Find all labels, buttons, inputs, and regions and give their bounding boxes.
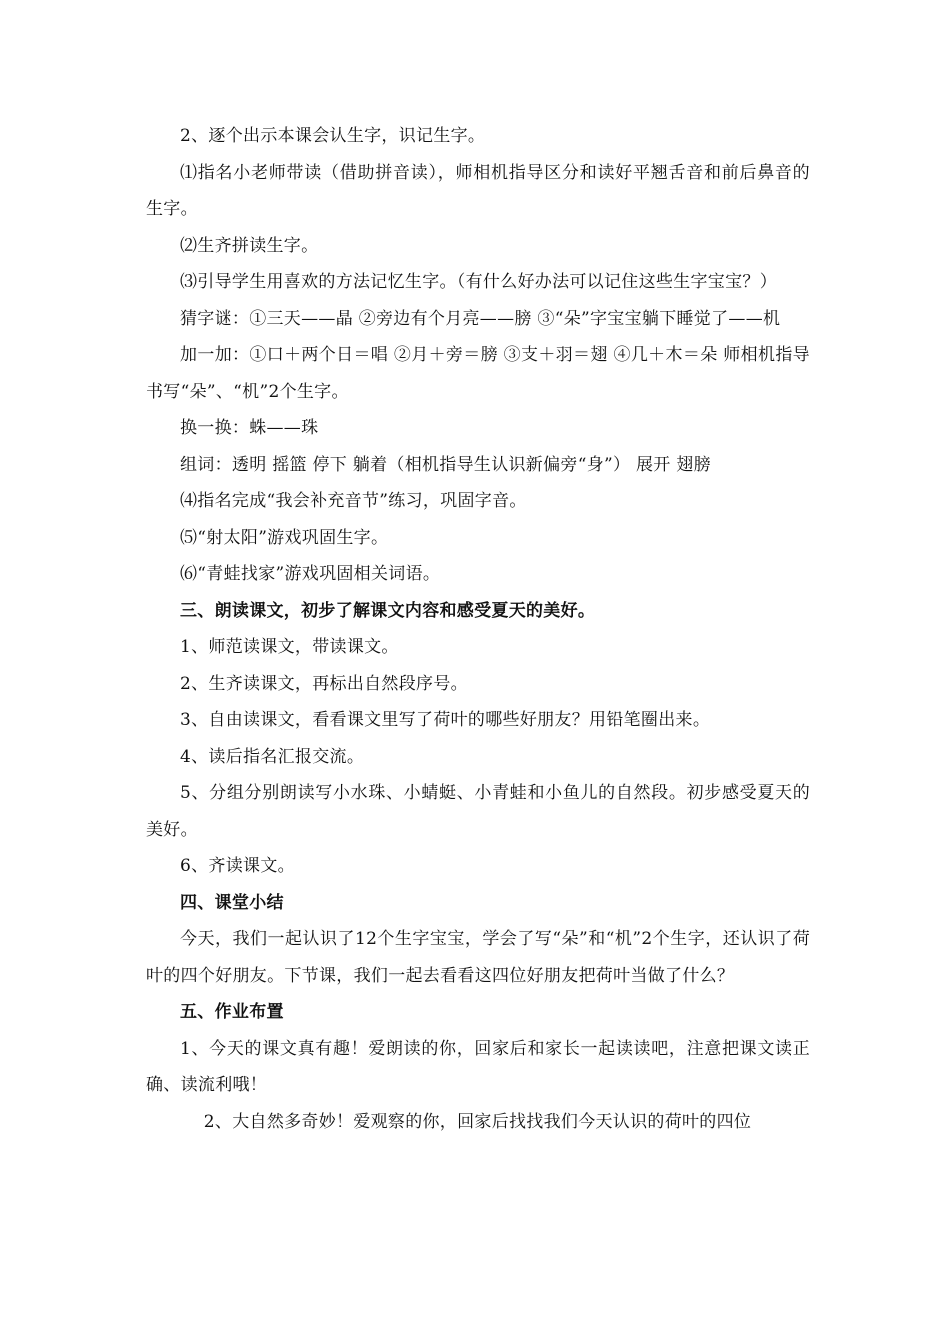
section-heading: 三、朗读课文，初步了解课文内容和感受夏天的美好。 [180,600,596,621]
paragraph: ⑵生齐拼读生字。 [180,235,319,256]
paragraph: 组词：透明 摇篮 停下 躺着（相机指导生认识新偏旁“身”） 展开 翅膀 [180,454,711,475]
paragraph: 2、大自然多奇妙！爱观察的你，回家后找找我们今天认识的荷叶的四位 [203,1111,752,1132]
paragraph: 6、齐读课文。 [180,856,295,876]
paragraph: 今天，我们一起认识了12个生字宝宝，学会了写“朵”和“机”2个生字，还认识了荷叶的四个好朋友。下节课，我们一起去看看这四位好朋友把荷叶当做了什么？ [146,929,810,986]
paragraph: 换一换：蛛——珠 [180,418,319,438]
paragraph: 2、生齐读课文，再标出自然段序号。 [180,673,468,694]
document-body [146,118,810,1140]
paragraph: ⑸“射太阳”游戏巩固生字。 [180,527,389,548]
paragraph: ⑴指名小老师带读（借助拼音读），师相机指导区分和读好平翘舌音和前后鼻音的生字。 [146,162,810,219]
paragraph: 5、分组分别朗读写小水珠、小蜻蜓、小青蛙和小鱼儿的自然段。初步感受夏天的美好。 [146,783,810,840]
paragraph: ⑶引导学生用喜欢的方法记忆生字。（有什么好办法可以记住这些生字宝宝？） [180,272,777,292]
paragraph: 加一加：①口＋两个日＝唱 ②月＋旁＝膀 ③支＋羽＝翅 ④几＋木＝朵 师相机指导书写“朵”、“机”2个生字。 [146,345,810,402]
paragraph: 1、今天的课文真有趣！爱朗读的你，回家后和家长一起读读吧，注意把课文读正确、读流利哦！ [146,1038,810,1095]
paragraph: ⑷指名完成“我会补充音节”练习，巩固字音。 [180,491,527,511]
paragraph: 1、师范读课文，带读课文。 [180,637,399,657]
section-heading: 五、作业布置 [180,1002,284,1022]
paragraph: ⑹“青蛙找家”游戏巩固相关词语。 [180,564,441,584]
paragraph: 3、自由读课文，看看课文里写了荷叶的哪些好朋友？用铅笔圈出来。 [180,710,711,730]
paragraph: 猜字谜：①三天——晶 ②旁边有个月亮——膀 ③“朵”字宝宝躺下睡觉了——机 [180,308,781,329]
paragraph: 2、逐个出示本课会认生字，识记生字。 [180,126,486,146]
section-heading: 四、课堂小结 [180,892,284,913]
paragraph: 4、读后指名汇报交流。 [180,746,365,767]
